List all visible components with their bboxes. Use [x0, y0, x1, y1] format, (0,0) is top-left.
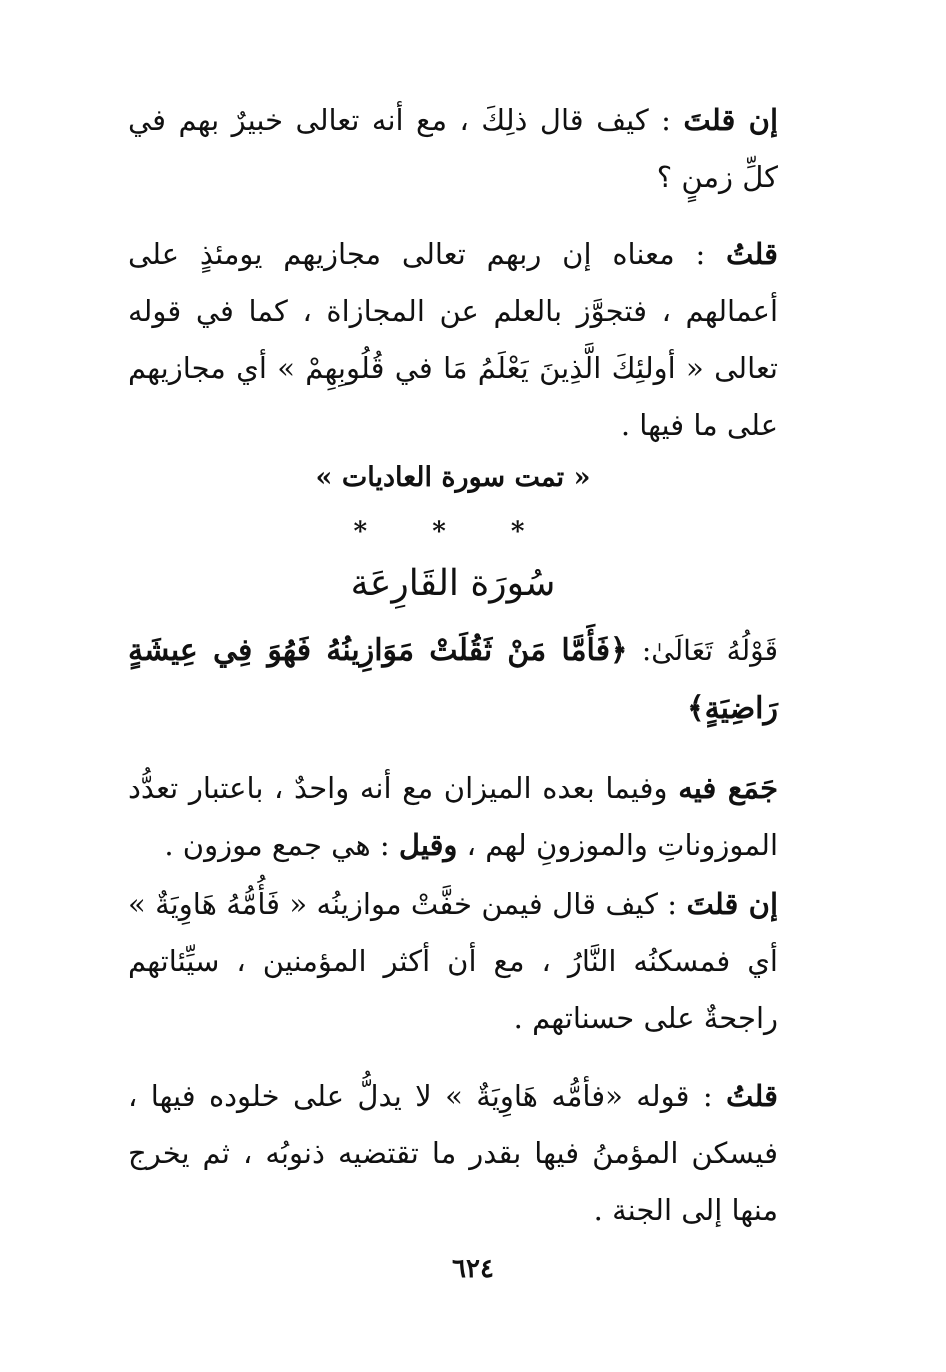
- paragraph-answer-2: [128, 1068, 778, 1239]
- paragraph-text: : كيف قال ذلِكَ ، مع أنه تعالى خبيرٌ بهم في كلِّ زمنٍ ؟: [128, 103, 778, 194]
- verse-text: ﴿فَأَمَّا مَنْ ثَقُلَتْ مَوَازِينُهُ فَهُوَ فِي عِيشَةٍ رَاضِيَةٍ﴾: [128, 633, 778, 726]
- paragraph-text-2: : هي جمع موزون .: [164, 828, 390, 862]
- paragraph-text: : معناه إن ربهم تعالى مجازيهم يومئذٍ على أعمالهم ، فتجوَّز بالعلم عن المجازاة ، كما في قوله تعالى « أولئِكَ الَّذِينَ يَعْلَمُ مَا في قُلُوبِهِمْ » أي مجازيهم على ما فيها .: [128, 237, 778, 442]
- end-of-surah-note: « تمت سورة العاديات »: [315, 462, 591, 493]
- answer-keyword: قلتُ: [726, 237, 778, 271]
- paragraph-text: : كيف قال فيمن خفَّتْ موازينُه « فَأُمُّهُ هَاوِيَةٌ » أي فمسكنُه النَّارُ ، مع أن أكثر المؤمنين ، سيِّئاتهم راجحةٌ على حسناتهم .: [128, 887, 778, 1035]
- verse-intro: قَوْلُهُ تَعَالَىٰ:: [641, 634, 778, 667]
- paragraph-answer-1: [128, 226, 778, 454]
- answer-keyword: قلتُ: [726, 1079, 778, 1113]
- question-keyword: إن قلتَ: [686, 887, 779, 921]
- paragraph-text: وفيما بعده الميزان مع أنه واحدٌ ، باعتبار تعدُّد الموزوناتِ والموزونِ لهم ،: [128, 771, 778, 862]
- paragraph-question-1: [128, 92, 778, 206]
- alternative-keyword: وقيل: [398, 828, 458, 862]
- paragraph-text: : قوله «فأمُّه هَاوِيَةٌ » لا يدلُّ على خلوده فيها ، فيسكن المؤمنُ فيها بقدر ما تقتضيه ذنوبُه ، ثم يخرج منها إلى الجنة .: [128, 1079, 778, 1227]
- explanation-keyword: جَمَع فيه: [678, 771, 778, 805]
- paragraph-question-2: [128, 876, 778, 1047]
- page-number: ٦٢٤: [452, 1254, 494, 1284]
- question-keyword: إن قلتَ: [683, 103, 778, 137]
- surah-title: سُورَة القَارِعَة: [350, 563, 556, 604]
- quran-verse: [128, 622, 778, 738]
- paragraph-explanation: [128, 760, 778, 874]
- separator-stars: * * *: [353, 517, 553, 547]
